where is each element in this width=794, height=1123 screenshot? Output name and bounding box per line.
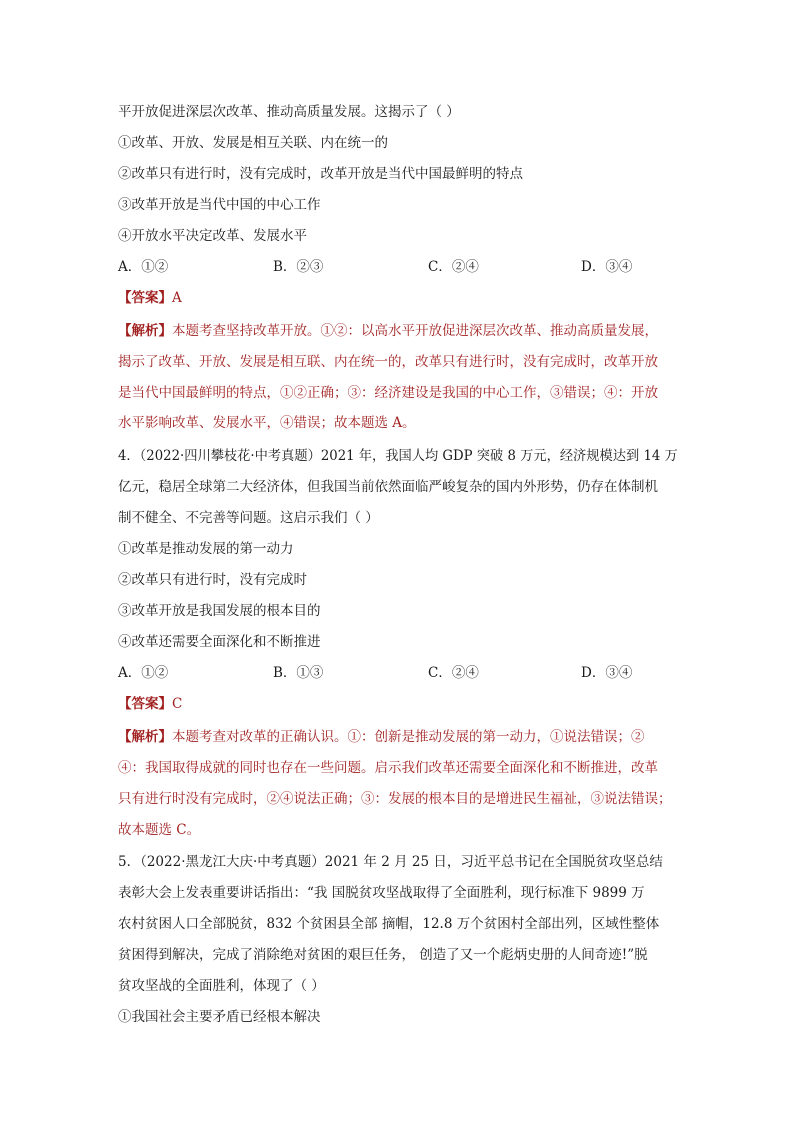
q4-item-2: ②改革只有进行时，没有完成时 — [118, 572, 307, 588]
q3-item-3: ③改革开放是当代中国的中心工作 — [118, 197, 321, 213]
q4-options — [118, 664, 678, 682]
q3-options — [118, 258, 678, 276]
q4-stem-line-3: 制不健全、不完善等问题。这启示我们（ ） — [118, 510, 379, 526]
answer-tag: 【答案】 — [118, 290, 172, 306]
q3-answer — [118, 289, 678, 307]
q5-stem-line-4: 贫困得到解决，完成了消除绝对贫困的艰巨任务， 创造了又一个彪炳史册的人间奇迹!”脱 — [118, 947, 648, 963]
q4-option-c: C．②④ — [428, 665, 479, 681]
q5-stem-line-3: 农村贫困人口全部脱贫，832 个贫困县全部 摘帽，12.8 万个贫困村全部出列，区域性整体 — [118, 916, 660, 932]
q4-item-1: ①改革是推动发展的第一动力 — [118, 541, 294, 557]
q3-stem: 平开放促进深层次改革、推动高质量发展。这揭示了（ ） — [118, 104, 460, 120]
q3-item-1: ①改革、开放、发展是相互关联、内在统一的 — [118, 135, 388, 151]
q4-stem-line-1: 4．（2022·四川攀枝花·中考真题）2021 年，我国人均 GDP 突破 8 万元，经济规模达到 14 万 — [118, 448, 678, 464]
analysis-text: 本题考查坚持改革开放。①②：以高水平开放促进深层次改革、推动高质量发展， — [172, 323, 658, 339]
q4-item-4: ④改革还需要全面深化和不断推进 — [118, 634, 321, 650]
q3-analysis-line-3: 是当代中国最鲜明的特点，①②正确；③：经济建设是我国的中心工作，③错误；④：开放 — [118, 385, 658, 401]
answer-value: A — [172, 290, 182, 306]
q4-analysis-line-2: ④：我国取得成就的同时也存在一些问题。启示我们改革还需要全面深化和不断推进，改革 — [118, 760, 658, 776]
q3-option-b: B．②③ — [273, 259, 324, 275]
q5-stem-line-1: 5．（2022·黑龙江大庆·中考真题）2021 年 2 月 25 日，习近平总书记在全国脱贫攻坚总结 — [118, 854, 663, 870]
q4-analysis-line-1 — [118, 728, 678, 746]
q5-stem-line-2: 表彰大会上发表重要讲话指出：“我 国脱贫攻坚战取得了全面胜利，现行标准下 9899 万 — [118, 885, 645, 901]
q3-option-d: D．③④ — [581, 259, 633, 275]
q4-answer — [118, 695, 678, 713]
q5-item-1: ①我国社会主要矛盾已经根本解决 — [118, 1009, 321, 1025]
answer-tag: 【答案】 — [118, 696, 172, 712]
analysis-text: 本题考查对改革的正确认识。①：创新是推动发展的第一动力，①说法错误；② — [172, 729, 645, 745]
q3-analysis-line-1 — [118, 322, 678, 340]
answer-value: C — [172, 696, 183, 712]
q3-item-2: ②改革只有进行时，没有完成时，改革开放是当代中国最鲜明的特点 — [118, 166, 523, 182]
q4-item-3: ③改革开放是我国发展的根本目的 — [118, 603, 321, 619]
q3-analysis-line-4: 水平影响改革、发展水平，④错误；故本题选 A。 — [118, 415, 416, 431]
analysis-tag: 【解析】 — [118, 729, 172, 745]
q3-option-c: C．②④ — [428, 259, 479, 275]
q4-option-d: D．③④ — [581, 665, 633, 681]
q5-stem-line-5: 贫攻坚战的全面胜利，体现了（ ） — [118, 978, 325, 994]
analysis-tag: 【解析】 — [118, 323, 172, 339]
q3-analysis-line-2: 揭示了改革、开放、发展是相互联、内在统一的，改革只有进行时，没有完成时，改革开放 — [118, 354, 658, 370]
q4-analysis-line-4: 故本题选 C。 — [118, 822, 201, 838]
q4-analysis-line-3: 只有进行时没有完成时，②④说法正确；③：发展的根本目的是增进民生福祉，③说法错误； — [118, 791, 672, 807]
q4-option-b: B．①③ — [273, 665, 324, 681]
q3-item-4: ④开放水平决定改革、发展水平 — [118, 228, 307, 244]
q4-option-a: A．①② — [118, 665, 169, 681]
q4-stem-line-2: 亿元，稳居全球第二大经济体，但我国当前依然面临严峻复杂的国内外形势，仍存在体制机 — [118, 479, 658, 495]
q3-option-a: A．①② — [118, 259, 169, 275]
